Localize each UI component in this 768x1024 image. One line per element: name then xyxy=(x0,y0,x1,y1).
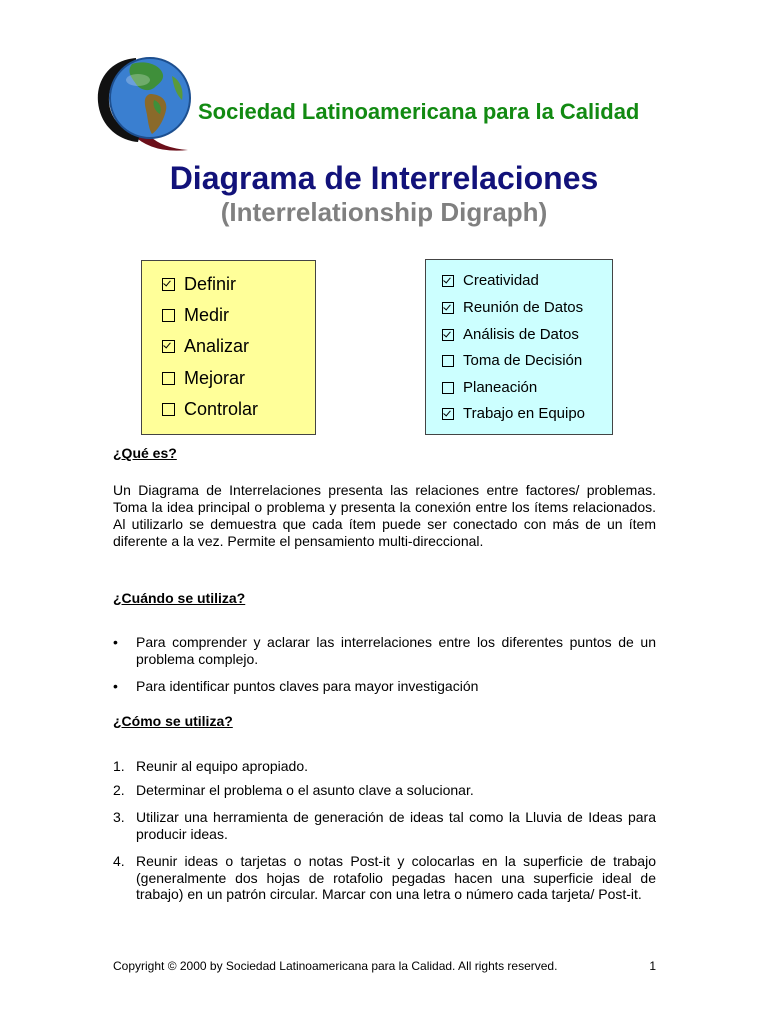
bullet-item xyxy=(113,678,656,695)
skill-label: Reunión de Datos xyxy=(463,299,584,316)
phase-analizar xyxy=(162,336,249,357)
phase-definir xyxy=(162,274,236,295)
step-number: 3. xyxy=(113,809,125,825)
bullet-item xyxy=(113,634,656,667)
phase-controlar xyxy=(162,399,258,420)
organization-name: Sociedad Latinoamericana para la Calidad xyxy=(198,99,640,124)
step-item xyxy=(113,758,656,775)
bullet-text: Para identificar puntos claves para mayor investigación xyxy=(136,678,479,694)
slc-logo-globe-icon xyxy=(92,50,196,156)
skill-creatividad xyxy=(442,272,539,289)
skill-label: Creatividad xyxy=(463,272,539,289)
step-item xyxy=(113,853,656,903)
skill-label: Toma de Decisión xyxy=(463,352,583,369)
section-body-que-es: Un Diagrama de Interrelaciones presenta las relaciones entre factores/ problemas. Toma la idea principal o problema y presenta la conexión entre los ítems relacionados. Al utilizarlo se demuestra que cada ítem puede ser conectado con más de un ítem diferente a la vez. Permite el pensamiento multi-direccional. xyxy=(113,482,656,549)
section-heading-cuando: ¿Cuándo se utiliza? xyxy=(113,590,246,606)
skill-reunion-datos xyxy=(442,299,583,316)
skill-analisis-datos xyxy=(442,326,579,343)
checkbox-icon xyxy=(162,372,175,385)
phase-label: Mejorar xyxy=(184,368,246,388)
page-title: Diagrama de Interrelaciones xyxy=(169,160,599,196)
checkbox-icon xyxy=(162,309,175,322)
checkbox-icon xyxy=(442,329,454,341)
dmaic-phases-box xyxy=(141,260,316,435)
page-subtitle: (Interrelationship Digraph) xyxy=(220,197,548,227)
checkbox-icon xyxy=(162,403,175,416)
phase-medir xyxy=(162,305,229,326)
step-number: 1. xyxy=(113,758,125,774)
skills-box xyxy=(425,259,613,435)
section-heading-que-es: ¿Qué es? xyxy=(113,445,177,461)
skill-label: Análisis de Datos xyxy=(463,326,579,343)
step-item xyxy=(113,782,656,799)
checkbox-icon xyxy=(162,340,175,353)
phase-label: Medir xyxy=(184,305,230,325)
skill-trabajo-equipo xyxy=(442,405,585,422)
checkbox-icon xyxy=(442,302,454,314)
checkbox-icon xyxy=(162,278,175,291)
step-number: 2. xyxy=(113,782,125,798)
checkbox-icon xyxy=(442,275,454,287)
step-text: Reunir al equipo apropiado. xyxy=(136,758,309,774)
copyright-text: Copyright © 2000 by Sociedad Latinoamericana para la Calidad. All rights reserved. xyxy=(113,959,558,973)
step-item xyxy=(113,809,656,842)
step-text: Determinar el problema o el asunto clave a solucionar. xyxy=(136,782,474,798)
step-text: Reunir ideas o tarjetas o notas Post-it y colocarlas en la superficie de trabajo (generalmente dos hojas de rotafolio pegadas hacen una superficie ideal de trabajo) en un patrón circular. Marcar con una letra o número cada tarjeta/ Post-it. xyxy=(136,853,656,902)
bullet-icon: • xyxy=(113,678,118,694)
bullet-icon: • xyxy=(113,634,118,650)
step-text: Utilizar una herramienta de generación de ideas tal como la Lluvia de Ideas para producir ideas. xyxy=(136,809,656,842)
bullet-text: Para comprender y aclarar las interrelaciones entre los diferentes puntos de un problema complejo. xyxy=(136,634,656,667)
step-number: 4. xyxy=(113,853,125,869)
phase-mejorar xyxy=(162,368,245,389)
skill-label: Planeación xyxy=(463,379,538,396)
checkbox-icon xyxy=(442,355,454,367)
phase-label: Controlar xyxy=(184,399,259,419)
skill-planeacion xyxy=(442,379,537,396)
page-number: 1 xyxy=(649,959,656,973)
phase-label: Definir xyxy=(184,274,237,294)
skill-toma-decision xyxy=(442,352,582,369)
checkbox-icon xyxy=(442,382,454,394)
section-heading-como: ¿Cómo se utiliza? xyxy=(113,713,233,729)
phase-label: Analizar xyxy=(184,336,250,356)
checkbox-icon xyxy=(442,408,454,420)
page-footer xyxy=(113,959,656,973)
skill-label: Trabajo en Equipo xyxy=(463,405,586,422)
